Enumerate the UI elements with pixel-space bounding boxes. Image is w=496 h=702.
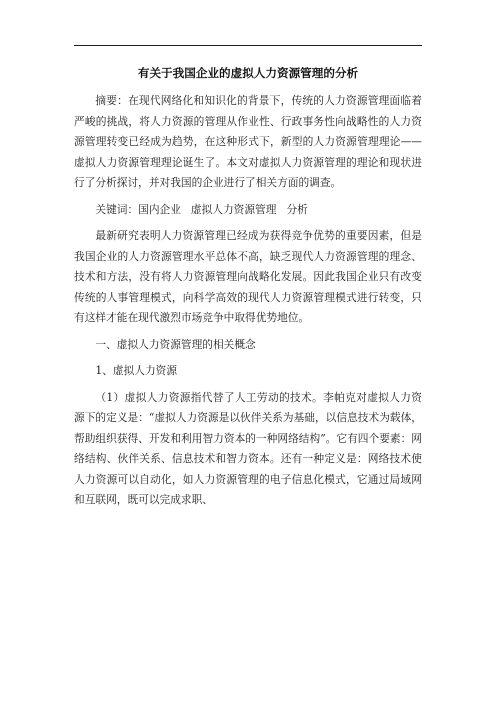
header-rule [74, 45, 422, 46]
keywords-label: 关键词： [95, 202, 139, 216]
keyword-item: 国内企业 [138, 202, 181, 216]
keyword-item: 虚拟人力资源管理 [190, 202, 277, 216]
definition-paragraph: （1）虚拟人力资源指代替了人工劳动的技术。李帕克对虚拟人力资源下的定义是：“虚拟人力资源是以伙伴关系为基础，以信息技术为载体，帮助组织获得、开发和利用智力资本的一种网络结构”。它有四个要素：网络结构、伙伴关系、信息技术和智力资本。还有一种定义是：网络技术使人力资源可以自动化，如人力资源管理的电子信息化模式，它通过局域网和互联网，既可以完成求职、 [74, 390, 422, 506]
section-heading: 一、虚拟人力资源管理的相关概念 [95, 337, 256, 351]
keywords-paragraph [74, 200, 422, 221]
document-title: 有关于我国企业的虚拟人力资源管理的分析 [137, 66, 359, 80]
intro-paragraph: 最新研究表明人力资源管理已经成为获得竞争优势的重要因素，但是我国企业的人力资源管理水平总体不高，缺乏现代人力资源管理的理念、技术和方法，没有将人力资源管理向战略化发展。因此我国企业只有改变传统的人事管理模式，向科学高效的现代人力资源管理模式进行转变，只有这样才能在现代激烈市场竞争中取得优势地位。 [74, 229, 422, 324]
keyword-item: 分析 [286, 202, 308, 216]
document-body [74, 91, 422, 511]
subsection-heading: 1、虚拟人力资源 [95, 364, 178, 377]
abstract-paragraph: 摘要：在现代网络化和知识化的背景下，传统的人力资源管理面临着严峻的挑战，将人力资源的管理从作业性、行政事务性向战略性的人力资源管理转变已经成为趋势，在这种形式下，新型的人力资源管理理论——虚拟人力资源管理理论诞生了。本文对虚拟人力资源管理的理论和现状进行了分析探讨，并对我国的企业进行了相关方面的调查。 [74, 94, 422, 189]
